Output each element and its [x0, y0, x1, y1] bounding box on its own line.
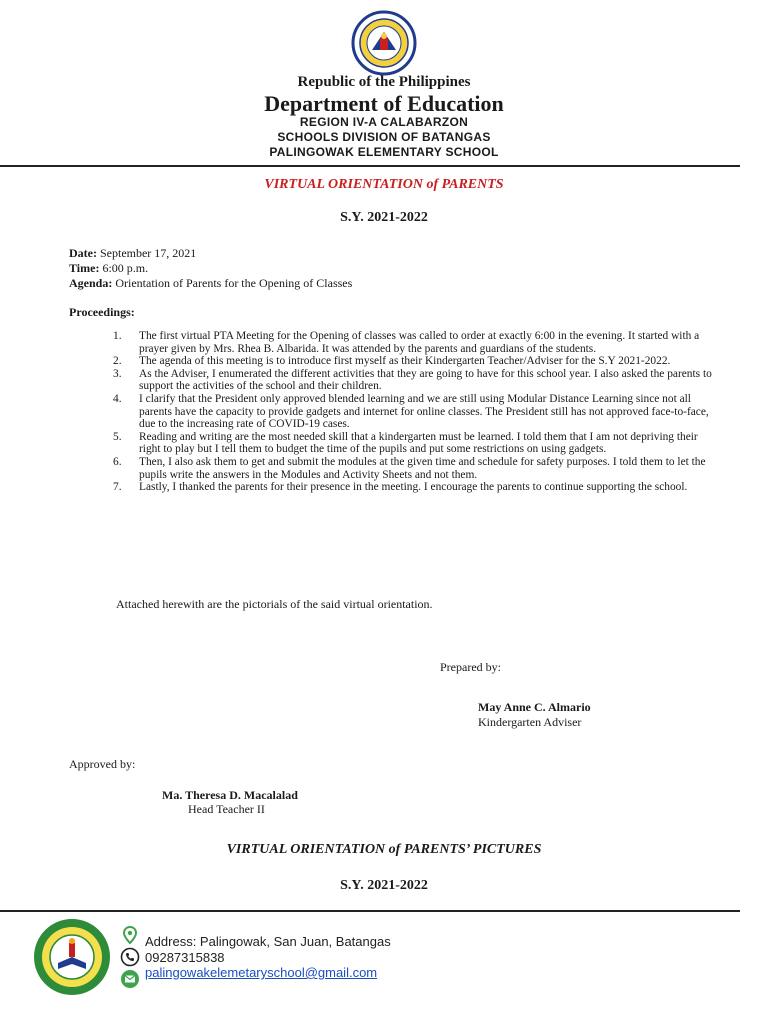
item-number: 4. [113, 392, 122, 405]
proceedings-heading: Proceedings: [69, 305, 135, 319]
meta-agenda [69, 276, 352, 290]
item-number: 1. [113, 330, 122, 342]
list-item [113, 393, 713, 431]
approver-role: Head Teacher II [188, 802, 265, 816]
item-number: 7. [113, 481, 122, 494]
date-label: Date: [69, 246, 97, 260]
agenda-value: Orientation of Parents for the Opening of Classes [115, 276, 353, 290]
item-number: 3. [113, 367, 122, 380]
footer-phone: 09287315838 [145, 950, 225, 965]
item-text: I clarify that the President only approved blended learning and we are still using Modular Distance Learning since not all parents have the capacity to provide gadgets and internet for online classes. The President still has not approved face-to-face, due to the increasing rate of COVID-19 cases. [139, 392, 709, 431]
time-value: 6:00 p.m. [102, 261, 149, 275]
school-year: S.Y. 2021-2022 [340, 210, 428, 225]
list-item [113, 368, 713, 393]
email-icon [120, 969, 140, 989]
list-item [113, 330, 713, 355]
meta-time [69, 261, 148, 275]
list-item [113, 431, 713, 456]
school-logo [32, 917, 112, 997]
footer-address: Address: Palingowak, San Juan, Batangas [145, 934, 391, 949]
item-text: Then, I also ask them to get and submit the modules at the given time and schedule for safety purposes. I told them to let the pupils write the answers in the Modules and Activity Sheets and not them. [139, 455, 706, 481]
school-heading: PALINGOWAK ELEMENTARY SCHOOL [269, 145, 499, 159]
list-item [113, 481, 713, 494]
item-text: As the Adviser, I enumerated the different activities that they are going to have for this school year. I also asked the parents to support the activities of the school and their children. [139, 367, 712, 393]
pictures-school-year: S.Y. 2021-2022 [340, 878, 428, 893]
list-item [113, 355, 713, 368]
preparer-role: Kindergarten Adviser [478, 715, 582, 729]
phone-icon [120, 947, 140, 967]
preparer-name: May Anne C. Almario [478, 700, 591, 714]
item-text: Lastly, I thanked the parents for their presence in the meeting. I encourage the parents to continue supporting the school. [139, 481, 688, 494]
time-label: Time: [69, 261, 100, 275]
item-number: 2. [113, 355, 122, 368]
footer-divider [0, 910, 740, 912]
proceedings-list [113, 330, 713, 494]
location-pin-icon [120, 925, 140, 945]
item-text: Reading and writing are the most needed skill that a kindergarten must be learned. I told them that I am not depriving their right to play but I tell them to budget the time of the pupils and put some restrictions on using gadgets. [139, 430, 698, 456]
item-text: The agenda of this meeting is to introduce first myself as their Kindergarten Teacher/Adviser for the S.Y 2021-2022. [139, 355, 671, 368]
footer-email-link[interactable]: palingowakelemetaryschool@gmail.com [145, 965, 378, 980]
prepared-label: Prepared by: [440, 660, 501, 674]
document-title: VIRTUAL ORIENTATION of PARENTS [264, 177, 504, 192]
item-text: The first virtual PTA Meeting for the Opening of classes was called to order at exactly 6:00 in the evening. It started with a prayer given by Mrs. Rhea B. Albarida. It was attended by the parents and guardians of the students. [139, 330, 700, 355]
agenda-label: Agenda: [69, 276, 113, 290]
deped-seal [344, 10, 424, 76]
item-number: 5. [113, 430, 122, 443]
list-item [113, 456, 713, 481]
approved-label: Approved by: [69, 757, 136, 771]
meta-date [69, 246, 196, 260]
header-divider [0, 165, 740, 167]
division-heading: SCHOOLS DIVISION OF BATANGAS [277, 130, 491, 144]
region-heading: REGION IV-A CALABARZON [299, 115, 469, 129]
date-value: September 17, 2021 [99, 246, 197, 260]
item-number: 6. [113, 455, 122, 468]
pictures-title: VIRTUAL ORIENTATION of PARENTS’ PICTURES [226, 842, 542, 857]
attached-note: Attached herewith are the pictorials of the said virtual orientation. [116, 597, 433, 611]
department-heading: Department of Education [264, 91, 504, 116]
republic-heading: Republic of the Philippines [297, 74, 471, 90]
approver-name: Ma. Theresa D. Macalalad [162, 788, 298, 802]
